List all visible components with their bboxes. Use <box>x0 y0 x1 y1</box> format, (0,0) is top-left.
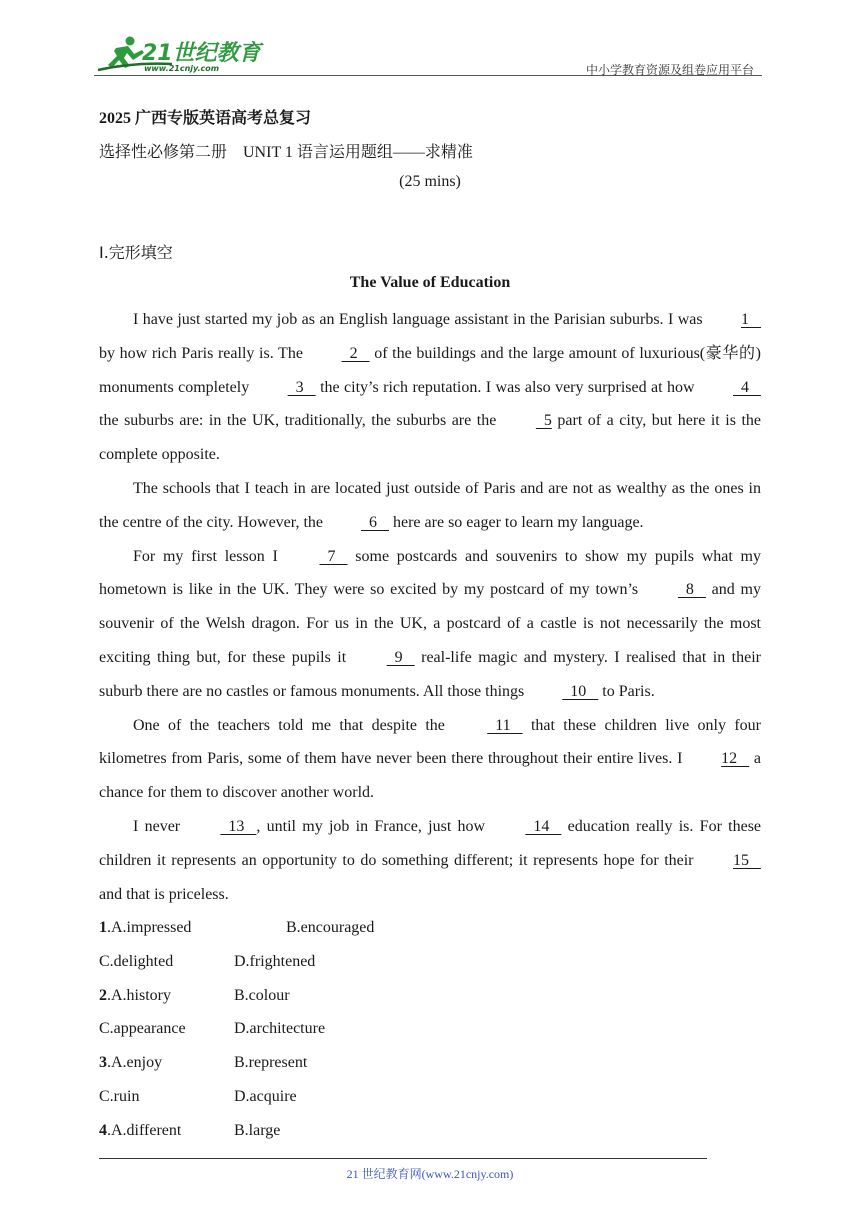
question-number: 3 <box>99 1054 107 1072</box>
option-a-text: .A.history <box>107 986 171 1004</box>
option-row <box>99 945 374 979</box>
option-row <box>99 1046 374 1080</box>
question-number: 2 <box>99 986 107 1004</box>
option-c <box>99 945 234 979</box>
passage-body <box>99 303 761 911</box>
footer-text: 21 世纪教育网(www.21cnjy.com) <box>346 1167 514 1181</box>
paragraph-5 <box>99 810 761 911</box>
footer-divider <box>99 1158 707 1159</box>
question-number: 1 <box>99 919 107 936</box>
logo-url: www.21cnjy.com <box>144 64 220 73</box>
passage-text: One of the teachers told me that despite the <box>133 716 454 734</box>
paragraph-3 <box>99 540 761 709</box>
option-c <box>99 1080 234 1114</box>
question-number: 4 <box>99 1121 107 1139</box>
passage-text: a chance for them to discover another world. <box>99 750 762 802</box>
option-a-text: .A.impressed <box>107 919 192 936</box>
option-b: B.represent <box>234 1054 308 1072</box>
passage-text: The schools that I teach in are located just outside of Paris and are not as wealthy as the ones in the centre of the city. However, the <box>99 479 761 531</box>
21cnjy-logo <box>94 34 264 76</box>
option-a <box>99 1114 234 1148</box>
option-row <box>99 911 374 945</box>
passage-title: The Value of Education <box>349 274 511 291</box>
blank-2: 2 <box>341 344 370 362</box>
paragraph-4 <box>99 709 761 810</box>
passage-text: education really is. For these children it represents an opportunity to do something different; it represents hope for their <box>99 817 762 869</box>
blank-8: 8 <box>677 581 706 599</box>
blank-12: 12 <box>721 750 750 768</box>
logo-text: 21世纪教育 <box>142 41 261 66</box>
option-d: D.architecture <box>234 1020 326 1038</box>
blank-9: 9 <box>386 648 415 666</box>
option-a <box>99 911 286 945</box>
header-divider <box>94 75 762 76</box>
passage-text: For my first lesson I <box>133 547 286 565</box>
document-subtitle: 选择性必修第二册 UNIT 1 语言运用题组——求精准 <box>99 144 473 161</box>
option-b: B.encouraged <box>286 919 375 936</box>
passage-text: by how rich Paris really is. The <box>99 344 308 362</box>
passage-text: I have just started my job as an English language assistant in the Parisian suburbs. I was <box>133 311 707 328</box>
blank-15: 15 <box>733 851 761 869</box>
blank-6: 6 <box>361 513 389 531</box>
option-row <box>99 1012 374 1046</box>
option-d: D.frightened <box>234 952 316 970</box>
passage-text: the suburbs are: in the UK, traditionally, the suburbs are the <box>99 412 502 430</box>
passage-text: some postcards and souvenirs to show my pupils what my hometown is like in the UK. They were so excited by my postcard of my town’s <box>99 547 761 599</box>
passage-text: the city’s rich reputation. I was also very surprised at how <box>315 378 699 396</box>
option-row <box>99 1080 374 1114</box>
document-title: 2025 广西专版英语高考总复习 <box>99 110 312 127</box>
passage-text: and that is priceless. <box>99 885 229 903</box>
blank-4: 4 <box>733 378 761 396</box>
passage-text: of the buildings and the large amount of luxurious(豪华的) monuments completely <box>99 344 762 396</box>
answer-options <box>99 911 374 1148</box>
passage-text: part of a city, but here it is the complete opposite. <box>99 412 762 464</box>
option-row <box>99 1114 374 1148</box>
option-c-text: C.delighted <box>99 952 174 970</box>
option-c-text: C.ruin <box>99 1087 140 1105</box>
paragraph-2 <box>99 472 761 540</box>
option-c-text: C.appearance <box>99 1020 186 1038</box>
blank-5: 5 <box>535 412 552 430</box>
blank-1: 1 <box>741 311 761 328</box>
blank-11: 11 <box>487 716 523 734</box>
header-tagline: 中小学教育资源及组卷应用平台 <box>585 63 754 77</box>
passage-text: and my souvenir of the Welsh dragon. For us in the UK, a postcard of a castle is not necessarily the most exciting thing but, for these pupils it <box>99 581 762 666</box>
blank-10: 10 <box>562 682 599 700</box>
passage-text: that these children live only four kilometres from Paris, some of them have never been there throughout their entire lives. I <box>99 716 761 768</box>
blank-3: 3 <box>287 378 316 396</box>
passage-text: here are so eager to learn my language. <box>389 513 644 531</box>
option-b: B.colour <box>234 986 290 1004</box>
option-a-text: .A.different <box>107 1121 182 1139</box>
blank-13: 13 <box>220 817 257 835</box>
blank-14: 14 <box>525 817 562 835</box>
option-a <box>99 979 234 1013</box>
page-header <box>94 34 762 78</box>
time-limit: (25 mins) <box>399 173 461 190</box>
option-a <box>99 1046 234 1080</box>
option-d: D.acquire <box>234 1087 297 1105</box>
paragraph-1 <box>99 303 761 472</box>
passage-text: to Paris. <box>598 682 655 700</box>
option-c <box>99 1012 234 1046</box>
passage-text: real-life magic and mystery. I realised that in their suburb there are no castles or famous monuments. All those things <box>99 648 761 700</box>
option-b: B.large <box>234 1121 281 1139</box>
passage-text: , until my job in France, just how <box>256 817 492 835</box>
blank-7: 7 <box>319 547 348 565</box>
option-a-text: .A.enjoy <box>107 1054 163 1072</box>
option-row <box>99 979 374 1013</box>
passage-text: I never <box>133 817 187 835</box>
section-heading: Ⅰ.完形填空 <box>99 243 173 262</box>
